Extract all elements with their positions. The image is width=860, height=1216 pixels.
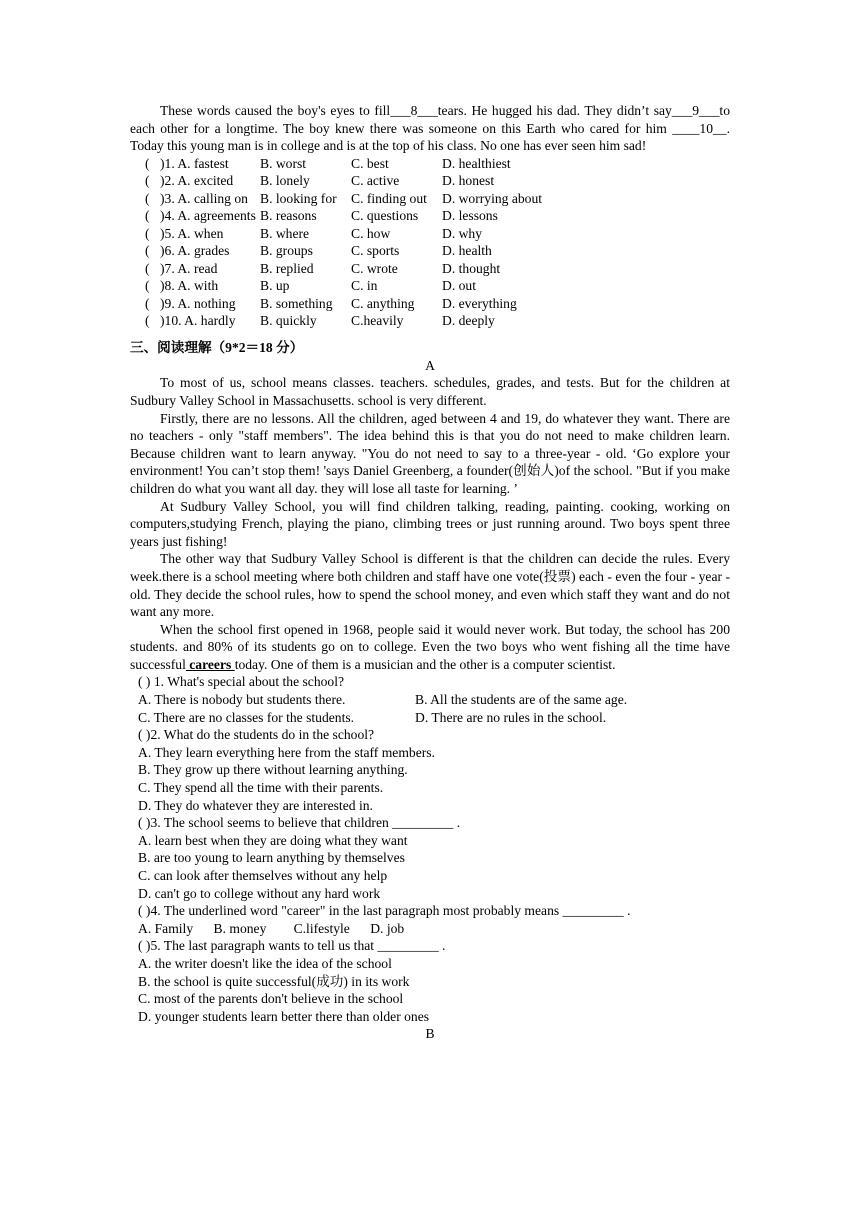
cloze-option-row <box>145 295 730 313</box>
text-fragment: today. One of them is a musician and the other is a computer scientist. <box>234 656 616 672</box>
option-a: )4. A. agreements <box>160 208 256 224</box>
answer-paren: ( <box>145 260 150 276</box>
passage-paragraph: The other way that Sudbury Valley School is different is that the children can decide the rules. Every week.there is a school meeting where both children and staff have one vote(投票) each - even the four - year - old. They decide the school rules, how to spend the school money, and even which staff they want and do not want any more. <box>130 551 730 620</box>
option-b: B. up <box>260 278 290 294</box>
option-c: C. in <box>351 278 378 294</box>
answer-paren: ( <box>145 243 150 259</box>
cloze-option-row <box>145 260 730 278</box>
cloze-option-row <box>145 190 730 208</box>
passage-paragraph: To most of us, school means classes. teachers. schedules, grades, and tests. But for the children at Sudbury Valley School in Massachusetts. school is very different. <box>130 375 730 408</box>
option-d: D. lessons <box>442 208 498 224</box>
passage-paragraph: At Sudbury Valley School, you will find children talking, reading, painting. cooking, working on computers,studying French, playing the piano, climbing trees or just running around. Two boys spent three years just fishing! <box>130 498 730 549</box>
cloze-option-row <box>145 225 730 243</box>
option-d: D. can't go to college without any hard work <box>138 885 381 901</box>
option-b: B. worst <box>260 155 307 171</box>
cloze-option-row <box>145 242 730 260</box>
cloze-option-row <box>145 155 730 173</box>
option-b: B. They grow up there without learning anything. <box>138 762 408 778</box>
question-1-row-ab <box>138 691 730 709</box>
question-5-stem: ( )5. The last paragraph wants to tell us that _________ . <box>138 938 446 954</box>
option-a: )3. A. calling on <box>160 190 248 206</box>
answer-paren: ( <box>145 278 150 294</box>
option-a: A. They learn everything here from the staff members. <box>138 744 435 760</box>
question-1-row-cd <box>138 709 730 727</box>
answer-paren: ( <box>145 225 150 241</box>
option-c: C.heavily <box>351 313 404 329</box>
cloze-option-row <box>145 312 730 330</box>
option-a: )10. A. hardly <box>160 313 236 329</box>
option-d: D. why <box>442 225 483 241</box>
passage-paragraph-last <box>130 621 730 674</box>
option-d: D. everything <box>442 295 517 311</box>
option-d: D. out <box>442 278 476 294</box>
option-b: B. All the students are of the same age. <box>415 692 628 708</box>
cloze-options-list <box>145 155 730 330</box>
section-title: 三、阅读理解（9*2＝18 分） <box>130 339 304 355</box>
option-b: B. replied <box>260 260 314 276</box>
question-4-options: A. Family B. money C.lifestyle D. job <box>138 920 405 936</box>
blank-9: ___9___ <box>671 103 720 118</box>
option-a: )1. A. fastest <box>160 155 229 171</box>
blank-10: ____10__ <box>672 120 727 136</box>
option-a: )5. A. when <box>160 225 224 241</box>
option-d: D. deeply <box>442 313 495 329</box>
option-b: B. are too young to learn anything by themselves <box>138 850 405 866</box>
answer-paren: ( <box>145 190 150 206</box>
option-a: )9. A. nothing <box>160 295 236 311</box>
option-d: D. younger students learn better there than older ones <box>138 1008 430 1024</box>
option-c: C. There are no classes for the students. <box>138 709 355 725</box>
option-c: C. finding out <box>351 190 427 206</box>
answer-paren: ( <box>145 208 150 224</box>
option-c: C. how <box>351 225 391 241</box>
option-d: D. thought <box>442 260 501 276</box>
option-a: )2. A. excited <box>160 173 234 189</box>
underlined-word-careers: careers <box>185 656 235 672</box>
cloze-end-paragraph <box>130 102 730 155</box>
option-c: C. sports <box>351 243 400 259</box>
option-c: C. active <box>351 173 400 189</box>
option-c: C. questions <box>351 208 419 224</box>
option-d: D. worrying about <box>442 190 543 206</box>
cloze-option-row <box>145 277 730 295</box>
option-b: B. the school is quite successful(成功) in its work <box>138 973 410 989</box>
option-b: B. where <box>260 225 310 241</box>
option-c: C. anything <box>351 295 415 311</box>
option-b: B. lonely <box>260 173 310 189</box>
option-d: D. There are no rules in the school. <box>415 709 607 725</box>
option-a: A. the writer doesn't like the idea of the school <box>138 955 392 971</box>
cloze-option-row <box>145 207 730 225</box>
answer-paren: ( <box>145 295 150 311</box>
option-b: B. groups <box>260 243 313 259</box>
option-c: C. can look after themselves without any help <box>138 868 388 883</box>
blank-8: ___8___ <box>390 103 438 118</box>
option-b: B. looking for <box>260 190 337 206</box>
question-1-stem: ( ) 1. What's special about the school? <box>138 674 345 690</box>
option-c: C. best <box>351 155 389 171</box>
text-fragment: These words caused the boy's eyes to fill <box>160 103 391 118</box>
answer-paren: ( <box>145 173 150 189</box>
option-a: A. There is nobody but students there. <box>138 692 346 708</box>
text-fragment: to each other for a longtime. The boy knew there was someone on this Earth who cared for him <box>130 103 730 136</box>
option-a: )7. A. read <box>160 260 218 276</box>
document-page <box>130 102 730 1043</box>
option-d: D. They do whatever they are interested in. <box>138 797 373 813</box>
text-fragment: tears. He hugged his dad. They didn’t say <box>437 103 672 118</box>
passage-a-label: A <box>425 357 435 373</box>
option-d: D. health <box>442 243 492 259</box>
option-b: B. reasons <box>260 208 317 224</box>
option-c: C. wrote <box>351 260 398 276</box>
question-4-stem: ( )4. The underlined word "career" in the last paragraph most probably means _________ . <box>138 903 631 919</box>
option-c: C. most of the parents don't believe in the school <box>138 991 404 1007</box>
option-a: A. learn best when they are doing what they want <box>138 832 408 848</box>
question-2-stem: ( )2. What do the students do in the school? <box>138 727 375 743</box>
answer-paren: ( <box>145 155 150 171</box>
option-c: C. They spend all the time with their parents. <box>138 780 384 796</box>
option-b: B. something <box>260 295 333 311</box>
question-3-stem: ( )3. The school seems to believe that children _________ . <box>138 815 461 831</box>
option-a: )6. A. grades <box>160 243 230 259</box>
option-b: B. quickly <box>260 313 317 329</box>
option-d: D. healthiest <box>442 155 511 171</box>
passage-b-label: B <box>425 1026 435 1042</box>
text-fragment: When the school first opened in 1968, people said it would never work. But today, the school has 200 students. and 80% of its students go on to college. Even the two boys who went fishing all the time have successful <box>130 621 730 672</box>
option-a: )8. A. with <box>160 278 219 294</box>
option-d: D. honest <box>442 173 495 189</box>
answer-paren: ( <box>145 313 150 329</box>
cloze-option-row <box>145 172 730 190</box>
passage-paragraph: Firstly, there are no lessons. All the children, aged between 4 and 19, do whatever they want. There are no teachers - only "staff members". The idea behind this is that you do not need to make children learn. Because children want to learn anyway. "You do not need to say to a three-year - old. ‘Go explore your environment! You can’t stop them! 'says Daniel Greenberg, a founder(创始人)of the school. "But if you make children do what you want all day. they will lose all taste for learning. ’ <box>130 410 730 496</box>
text-fragment: . Today this young man is in college and is at the top of his class. No one has ever seen him sad! <box>130 120 730 154</box>
